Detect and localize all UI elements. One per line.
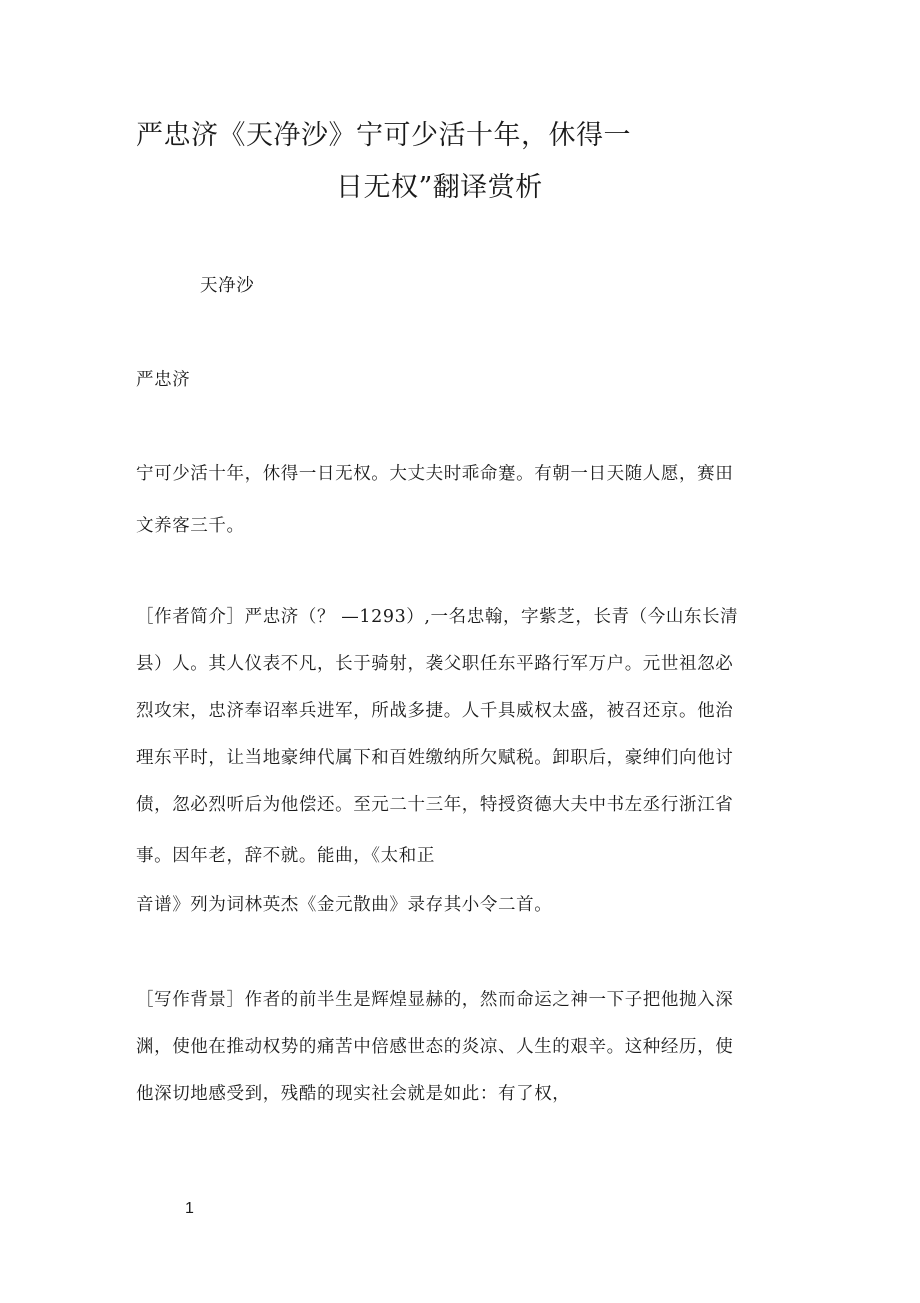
poem-line: 文养客三千。 bbox=[136, 516, 245, 536]
intro-line: 理东平时，让当地豪绅代属下和百姓缴纳所欠赋税。卸职后，豪绅们向他讨 bbox=[136, 748, 734, 768]
title-line-2: 日无权”翻译赏析 bbox=[336, 172, 543, 203]
title-line-1: 严忠济《天净沙》宁可少活十年，休得一 bbox=[136, 120, 631, 151]
poem-line: 宁可少活十年，休得一日无权。大丈夫时乖命蹇。有朝一日天随人愿，赛田 bbox=[136, 464, 734, 484]
background-line: 他深切地感受到，残酷的现实社会就是如此：有了权， bbox=[136, 1084, 571, 1104]
background-line: ［写作背景］作者的前半生是辉煌显赫的，然而命运之神一下子把他抛入深 bbox=[136, 990, 734, 1010]
intro-line: ［作者简介］严忠济（？ —1293）,一名忠翰，字紫芝，长青（今山东长清 bbox=[136, 607, 739, 627]
intro-line: 债，忽必烈听后为他偿还。至元二十三年，特授资德大夫中书左丞行浙江省 bbox=[136, 795, 734, 815]
intro-line: 烈攻宋，忠济奉诏率兵进军，所战多捷。人千具威权太盛，被召还京。他治 bbox=[136, 701, 734, 721]
intro-line: 事。因年老，辞不就。能曲，《太和正 bbox=[136, 846, 435, 866]
page-number: 1 bbox=[185, 1200, 194, 1217]
intro-line: 县）人。其人仪表不凡，长于骑射，袭父职任东平路行军万户。元世祖忽必 bbox=[136, 654, 734, 674]
intro-line: 音谱》列为词林英杰《金元散曲》录存其小令二首。 bbox=[136, 895, 553, 915]
poem-title: 天净沙 bbox=[200, 276, 255, 296]
background-line: 渊，使他在推动权势的痛苦中倍感世态的炎凉、人生的艰辛。这种经历，使 bbox=[136, 1037, 734, 1057]
author-name: 严忠济 bbox=[136, 370, 191, 390]
